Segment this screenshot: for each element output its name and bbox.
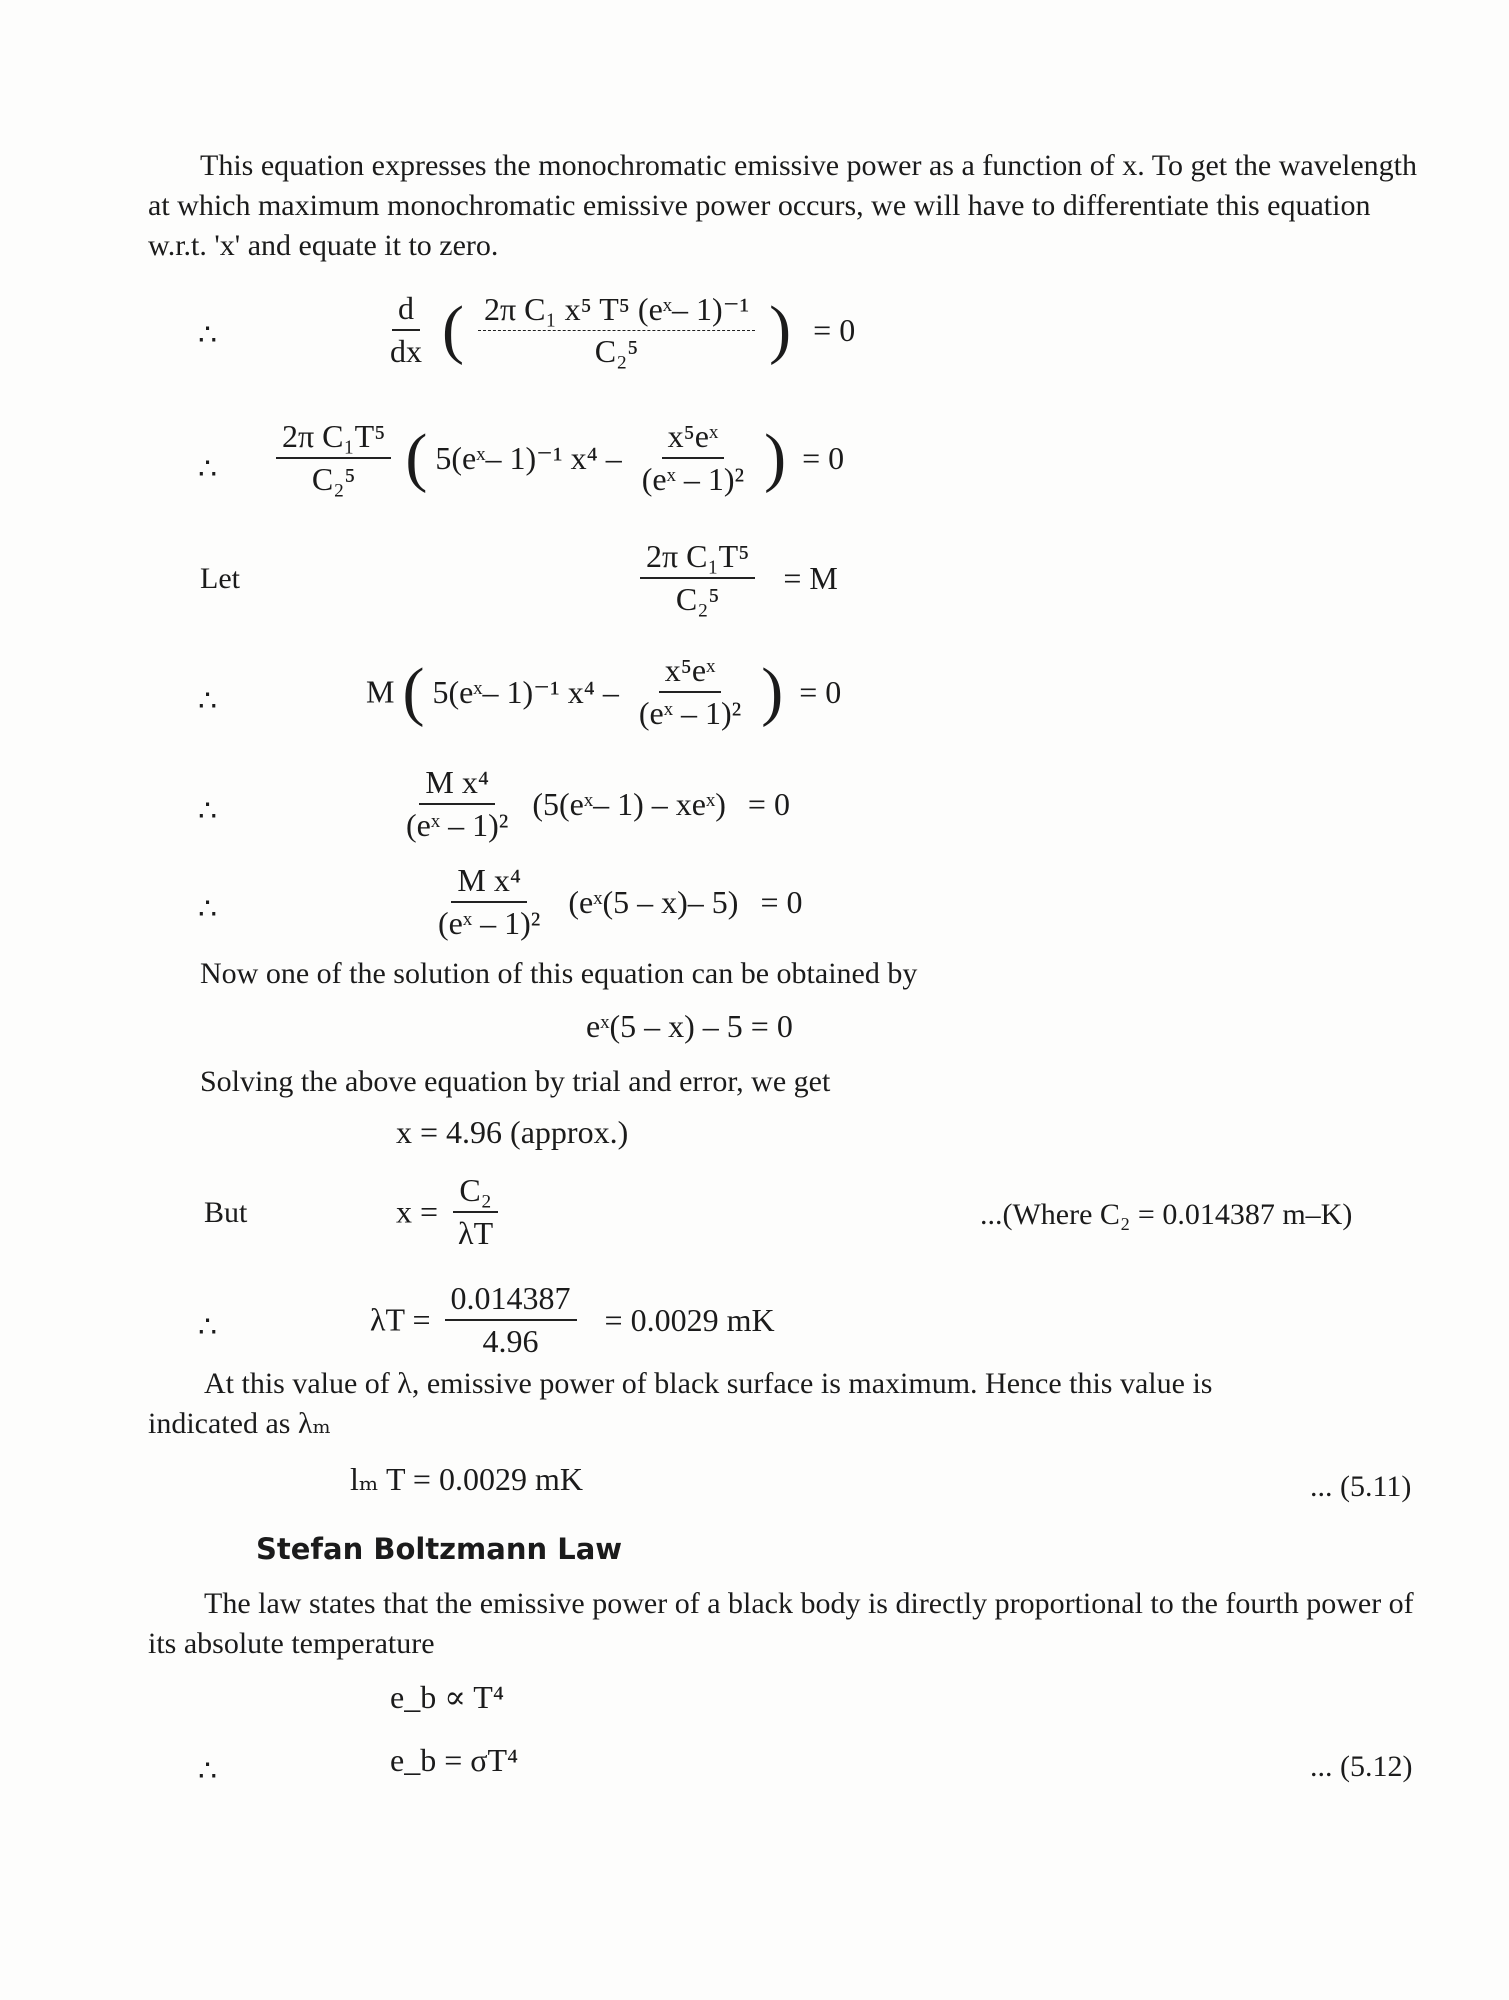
section-heading: Stefan Boltzmann Law <box>256 1532 623 1566</box>
equation-derivative: $\frac{d}{dx}$ ( $\frac{\text{2π C₁ x⁵ T⁵ (eˣ– 1)⁻¹}}{\text{C₂⁵}}$ ) = 0 <box>390 290 856 369</box>
but-label: But <box>204 1196 248 1229</box>
solution-sentence: Now one of the solution of this equation can be obtained by <box>200 957 918 990</box>
equation-lambda-t: λT = $\frac{0.014387}{4.96}$ = 0.0029 mK <box>370 1280 775 1359</box>
stefan-boltzmann-statement: The law states that the emissive power of a black body is directly proportional to the fourth power of its absolute temperature <box>148 1587 1414 1660</box>
intro-paragraph: This equation expresses the monochromatic emissive power as a function of x. To get the wavelength at which maximum monochromatic emissive power occurs, we will have to differentiate this equation w.r.t. 'x' and equate it to zero. <box>148 149 1418 262</box>
equation-x-value: x = 4.96 (approx.) <box>396 1114 629 1150</box>
equation-simplified: $\frac{\text{M x⁴}}{\text{(eˣ – 1)²}}$ (eˣ(5 – x)– 5) = 0 <box>438 862 803 941</box>
equation-define-m: $\frac{\text{2π C₁T⁵}}{\text{C₂⁵}}$ = M <box>634 538 838 618</box>
equation-x-definition: x = $\frac{\text{C₂}}{\lambda T}$ <box>396 1172 505 1252</box>
equation-proportional: e_b ∝ T⁴ <box>390 1679 504 1715</box>
equation-wien-law: lₘ T = 0.0029 mK <box>350 1461 583 1497</box>
therefore-symbol: ∴ <box>198 1755 218 1788</box>
therefore-symbol: ∴ <box>198 893 218 926</box>
let-label: Let <box>200 562 240 595</box>
c2-constant-note: ...(Where C₂ = 0.014387 m–K) <box>980 1198 1353 1231</box>
equation-solution: eˣ(5 – x) – 5 = 0 <box>586 1008 793 1044</box>
equation-with-m: M ( 5(eˣ– 1)⁻¹ x⁴ – $\frac{\text{x⁵eˣ}}{\text{(eˣ – 1)²}}$ ) = 0 <box>366 652 842 731</box>
equation-number-5-12: ... (5.12) <box>1310 1750 1413 1783</box>
therefore-symbol: ∴ <box>198 319 218 352</box>
equation-expanded: $\frac{\text{2π C₁T⁵}}{\text{C₂⁵}}$ ( 5(eˣ– 1)⁻¹ x⁴ – $\frac{\text{x⁵eˣ}}{\text{(eˣ – 1)²}}$ ) = 0 <box>270 418 844 498</box>
therefore-symbol: ∴ <box>198 453 218 486</box>
lambda-max-sentence-line2: indicated as λₘ <box>148 1407 331 1440</box>
therefore-symbol: ∴ <box>198 685 218 718</box>
lambda-max-sentence-line1: At this value of λ, emissive power of black surface is maximum. Hence this value is <box>204 1367 1213 1400</box>
equation-factored: $\frac{\text{M x⁴}}{\text{(eˣ – 1)²}}$ (5(eˣ– 1) – xeˣ) = 0 <box>406 764 790 843</box>
equation-stefan-boltzmann: e_b = σT⁴ <box>390 1742 519 1778</box>
therefore-symbol: ∴ <box>198 795 218 828</box>
equation-number-5-11: ... (5.11) <box>1310 1470 1412 1503</box>
trial-error-sentence: Solving the above equation by trial and error, we get <box>200 1065 831 1098</box>
therefore-symbol: ∴ <box>198 1311 218 1344</box>
